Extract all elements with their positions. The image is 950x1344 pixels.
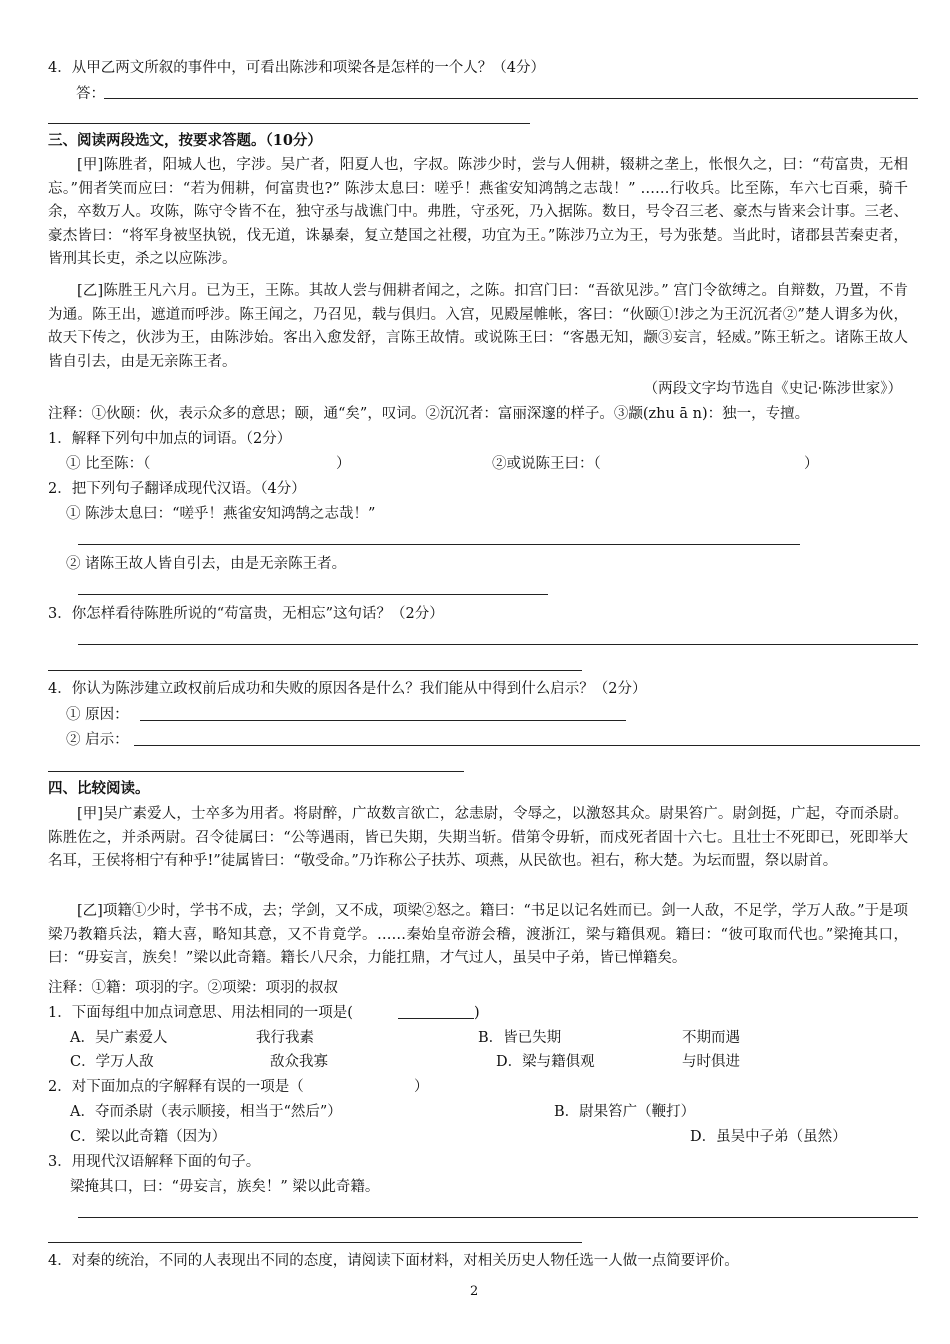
answer-line[interactable]	[134, 745, 920, 746]
question-4: 4．你认为陈涉建立政权前后成功和失败的原因各是什么？我们能从中得到什么启示？（2分）	[48, 681, 647, 697]
option-c[interactable]: C．梁以此奇籍（因为）	[70, 1129, 227, 1145]
question-1b-close: ）	[804, 456, 819, 472]
question-2: 2．把下列句子翻译成现代汉语。（4分）	[48, 481, 306, 497]
section-4-heading: 四、比较阅读。	[48, 780, 150, 797]
option-d-pair: 与时俱进	[682, 1054, 740, 1070]
question-3: 3．用现代汉语解释下面的句子。	[48, 1154, 261, 1170]
question-1b: ②或说陈王曰：（	[492, 456, 601, 472]
option-b[interactable]: B．皆已失期	[478, 1030, 562, 1046]
question-2b: ② 诸陈王故人皆自引去，由是无亲陈王者。	[66, 556, 347, 572]
option-b-pair: 不期而遇	[682, 1030, 740, 1046]
source-note: （两段文字均节选自《史记·陈涉世家》）	[643, 381, 902, 397]
passage-3-jia: [甲]陈胜者，阳城人也，字涉。吴广者，阳夏人也，字叔。陈涉少时，尝与人佣耕，辍耕之垄上，怅恨久之，曰：“苟富贵，无相忘。”佣者笑而应曰：“若为佣耕，何富贵也?” 陈涉太息曰：嗟乎！燕雀安知鸿鹄之志哉！” ……行收兵。比至陈，车六七百乘，骑千余，卒数万人。攻陈，陈守令皆不在，独守丞与战谯门中。弗胜，守丞死，乃入据陈。数日，号令召三老、豪杰与皆来会计事。三老、豪杰皆曰：“将军身被坚执锐，伐无道，诛暴秦，复立楚国之社稷，功宜为王。”陈涉乃立为王，号为张楚。当此时，诸郡县苦秦吏者，皆刑其长吏，杀之以应陈涉。	[48, 157, 908, 268]
answer-line[interactable]	[104, 98, 918, 99]
question-2a: ① 陈涉太息曰：“嗟乎！燕雀安知鸿鹄之志哉！”	[66, 506, 376, 522]
option-d[interactable]: D．梁与籍俱观	[496, 1054, 595, 1070]
page-number: 2	[470, 1284, 479, 1299]
question-1a: ① 比至陈：（	[66, 456, 151, 472]
option-a-pair: 我行我素	[256, 1030, 314, 1046]
answer-line[interactable]	[78, 644, 918, 645]
option-a[interactable]: A．吴广素爱人	[70, 1030, 168, 1046]
question-4-top: 4．从甲乙两文所叙的事件中，可看出陈涉和项梁各是怎样的一个人？（4分）	[48, 60, 545, 76]
question-1a-close: ）	[336, 456, 351, 472]
answer-line[interactable]	[78, 544, 800, 545]
passage-3-yi: [乙]陈胜王凡六月。已为王，王陈。其故人尝与佣耕者闻之，之陈。扣宫门曰：“吾欲见涉。” 宫门令欲缚之。自辩数，乃置，不肯为通。陈王出，遮道而呼涉。陈王闻之，乃召见，载与俱归。入宫，见殿屋帷帐，客曰：“伙颐①!涉之为王沉沉者②”楚人谓多为伙，故天下传之，伙涉为王，由陈涉始。客出入愈发舒，言陈王故情。或说陈王曰：“客愚无知，颛③妄言，轻威。”陈王斩之。诸陈王故人皆自引去，由是无亲陈王者。	[48, 283, 908, 370]
question-4a: ① 原因：	[66, 707, 129, 723]
passage-4-yi: [乙]项籍①少时，学书不成，去；学剑，又不成，项梁②怒之。籍曰：“书足以记名姓而已。剑一人敌，不足学，学万人敌。”于是项梁乃教籍兵法，籍大喜，略知其意，又不肯竟学。……秦始皇帝游会稽，渡浙江，梁与籍俱观。籍曰：“彼可取而代也。”梁掩其口，曰：“毋妄言，族矣！”梁以此奇籍。籍长八尺余，力能扛鼎，才气过人，虽吴中子弟，皆已惮籍矣。	[48, 903, 908, 967]
annotation-notes: 注释：①伙颐：伙，表示众多的意思；颐，通“矣”，叹词。②沉沉者：富丽深邃的样子。③颛(zhu ā n)：独一，专擅。	[48, 406, 810, 422]
option-d[interactable]: D．虽吴中子弟（虽然）	[690, 1129, 847, 1145]
option-b[interactable]: B．尉果笞广（鞭打）	[554, 1104, 696, 1120]
answer-blank[interactable]	[398, 1018, 474, 1019]
answer-line[interactable]	[140, 720, 626, 721]
question-4b: ② 启示：	[66, 732, 129, 748]
option-c-pair: 敌众我寡	[270, 1054, 328, 1070]
answer-line[interactable]	[48, 771, 464, 772]
answer-label: 答：	[76, 86, 105, 102]
passage-4-jia: [甲]吴广素爱人，士卒多为用者。将尉醉，广故数言欲亡，忿恚尉，令辱之，以激怒其众。尉果笞广。尉剑挺，广起，夺而杀尉。陈胜佐之，并杀两尉。召令徒属曰：“公等遇雨，皆已失期，失期当斩。借第令毋斩，而戍死者固十六七。且壮士不死即已，死即举大名耳，王侯将相宁有种乎!”徒属皆曰：“敬受命。”乃诈称公子扶苏、项燕，从民欲也。袒右，称大楚。为坛而盟，祭以尉首。	[48, 806, 908, 870]
answer-line[interactable]	[78, 594, 548, 595]
question-4: 4．对秦的统治，不同的人表现出不同的态度，请阅读下面材料，对相关历史人物任选一人做一点简要评价。	[48, 1253, 739, 1269]
annotation-notes: 注释：①籍：项羽的字。②项梁：项羽的叔叔	[48, 980, 338, 996]
question-3: 3．你怎样看待陈胜所说的“苟富贵，无相忘”这句话？（2分）	[48, 606, 444, 622]
question-2-close: ）	[414, 1079, 429, 1095]
answer-line[interactable]	[48, 670, 582, 671]
question-1: 1．下面每组中加点词意思、用法相同的一项是(	[48, 1005, 353, 1021]
option-a[interactable]: A．夺而杀尉（表示顺接，相当于“然后”）	[70, 1104, 342, 1120]
answer-line[interactable]	[48, 123, 530, 124]
question-3-sentence: 梁掩其口，曰：“毋妄言，族矣！” 梁以此奇籍。	[70, 1179, 380, 1195]
option-c[interactable]: C．学万人敌	[70, 1054, 154, 1070]
question-2: 2．对下面加点的字解释有误的一项是（	[48, 1079, 304, 1095]
question-1-close: )	[474, 1005, 480, 1021]
question-1: 1．解释下列句中加点的词语。（2分）	[48, 431, 292, 447]
section-3-heading: 三、阅读两段选文，按要求答题。（10分）	[48, 132, 322, 149]
answer-line[interactable]	[48, 1242, 582, 1243]
answer-line[interactable]	[78, 1217, 918, 1218]
